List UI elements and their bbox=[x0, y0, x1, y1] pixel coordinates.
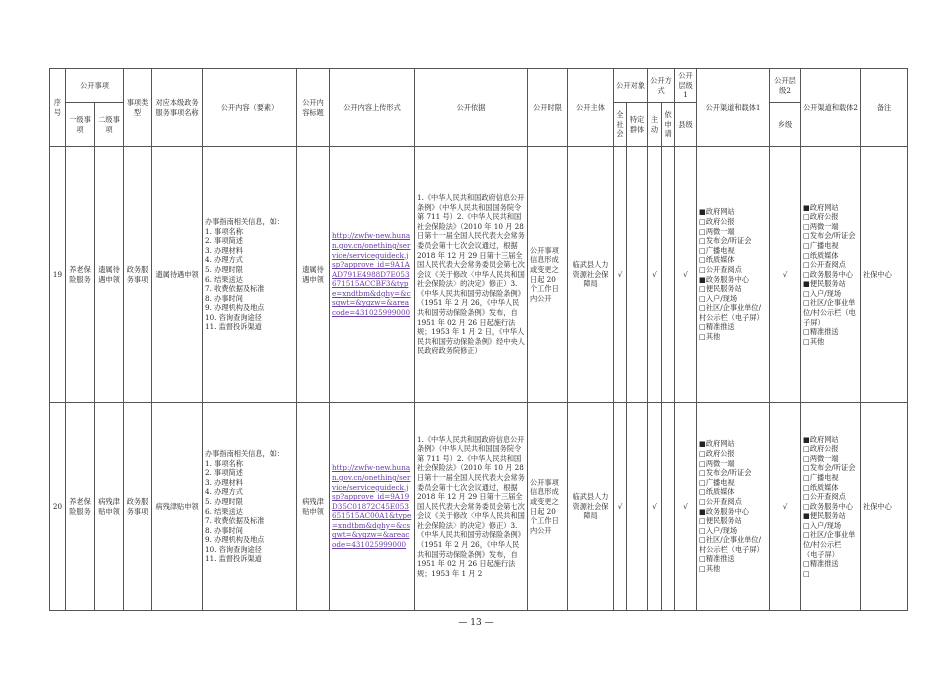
list-item: □精准推送 bbox=[699, 322, 735, 332]
list-item: 5. 办理时限 bbox=[205, 264, 243, 274]
header-level1: 公开层级1 bbox=[675, 69, 697, 103]
list-item: □纸质媒体 bbox=[803, 250, 839, 260]
channel2-list bbox=[803, 435, 858, 579]
cell-lvl1: 养老保险服务 bbox=[66, 147, 95, 403]
list-item: 办事指南相关信息，如： bbox=[205, 448, 285, 458]
cell-level2: √ bbox=[770, 147, 801, 403]
cell-channel1 bbox=[697, 403, 770, 611]
list-item: （电子屏） bbox=[803, 549, 839, 559]
list-item: ■便民服务站 bbox=[803, 279, 846, 289]
list-item: □公开查阅点 bbox=[699, 496, 742, 506]
header-target: 公开对象 bbox=[614, 69, 648, 103]
cell-level1: √ bbox=[675, 403, 697, 611]
header-level2: 公开层级2 bbox=[770, 69, 801, 103]
list-item: 办事指南相关信息，如： bbox=[205, 216, 285, 226]
cell-seq: 20 bbox=[50, 403, 66, 611]
list-item: □政务服务中心 bbox=[803, 269, 853, 279]
cell-item-type: 政务服务事项 bbox=[124, 147, 152, 403]
list-item: □社区/企事业单位/村公示栏（电子屏） bbox=[803, 298, 856, 327]
list-item: ■便民服务站 bbox=[803, 511, 846, 521]
cell-period: 公开事项信息形成或变更之日起 20 个工作日内公开 bbox=[528, 403, 568, 611]
header-public-item: 公开事项 bbox=[66, 69, 124, 103]
channel1-list bbox=[699, 439, 767, 573]
list-item: □公开查阅点 bbox=[699, 264, 742, 274]
header-method: 公开方式 bbox=[648, 69, 675, 103]
cell-lvl2: 遗属待遇申领 bbox=[95, 147, 124, 403]
cell-method-active: √ bbox=[648, 147, 662, 403]
list-item: □政务服务中心 bbox=[803, 501, 853, 511]
cell-basis: 1.《中华人民共和国政府信息公开条例》（中华人民共和国国务院令第 711 号）2.《中华人民共和国社会保险法》（2010 年 10 月 28 日第十一届全国人民代表大会常务委员会第十七次会议通过，根据 2018 年 12 月 29 日第十三届全国人民代表大会常务委员会第七次会议《关于修改〈中华人民共和国社会保险法〉的决定》修正）3.《中华人民共和国劳动保险条例》（1951 年 2 月 26，《中华人民共和国劳动保险条例》发布，自 1951 年 02 月 26 日起施行法规；1953 年 1 月 2 日，《中华人民共和国劳动保险条例》经中央人民政府政务院修正） bbox=[415, 147, 528, 403]
list-item: □精准推送 bbox=[699, 554, 735, 564]
list-item: 1. 事项名称 bbox=[205, 458, 243, 468]
content-list bbox=[205, 217, 294, 332]
cell-remark: 社保中心 bbox=[861, 403, 908, 611]
header-remark: 备注 bbox=[861, 69, 908, 147]
table-row bbox=[50, 403, 908, 611]
cell-service-name: 遗属待遇申领 bbox=[152, 147, 203, 403]
cell-remark: 社保中心 bbox=[861, 147, 908, 403]
list-item: 3. 办理材料 bbox=[205, 477, 243, 487]
list-item: □发布会/听证会 bbox=[699, 236, 752, 246]
list-item: □入户/现场 bbox=[699, 525, 738, 535]
header-channel1: 公开渠道和载体1 bbox=[697, 69, 770, 147]
header-level2-sub: 乡级 bbox=[770, 103, 801, 147]
cell-target-specific bbox=[627, 403, 648, 611]
list-item: □其他 bbox=[699, 332, 721, 342]
list-item: □公开查阅点 bbox=[803, 492, 846, 502]
cell-channel2 bbox=[801, 147, 861, 403]
list-item: 11. 监督投诉渠道 bbox=[205, 322, 262, 332]
cell-target-specific bbox=[627, 147, 648, 403]
list-item: 1. 事项名称 bbox=[205, 226, 243, 236]
list-item: □社区/企事业单位/村公示栏 bbox=[803, 530, 856, 550]
list-item: □两微一端 bbox=[803, 453, 839, 463]
cell-level2: √ bbox=[770, 403, 801, 611]
cell-content bbox=[203, 147, 297, 403]
cell-service-name: 病残津贴申领 bbox=[152, 403, 203, 611]
list-item: □广播电视 bbox=[699, 245, 735, 255]
cell-lvl1: 养老保险服务 bbox=[66, 403, 95, 611]
cell-lvl2: 病残津贴申领 bbox=[95, 403, 124, 611]
header-service-name: 对应本级政务服务事项名称 bbox=[152, 69, 203, 147]
list-item: □发布会/听证会 bbox=[803, 231, 856, 241]
list-item: □入户/现场 bbox=[699, 293, 738, 303]
cell-subject: 临武县人力资源社会保障局 bbox=[568, 403, 614, 611]
list-item: □广播电视 bbox=[803, 240, 839, 250]
list-item: □发布会/听证会 bbox=[699, 468, 752, 478]
list-item: 7. 收费依据及标准 bbox=[205, 284, 265, 294]
list-item: □便民服务站 bbox=[699, 284, 742, 294]
list-item: □政府公报 bbox=[803, 212, 839, 222]
cell-level1: √ bbox=[675, 147, 697, 403]
list-item: 6. 结果送达 bbox=[205, 274, 243, 284]
list-item: □公开查阅点 bbox=[803, 260, 846, 270]
list-item: 2. 事项简述 bbox=[205, 468, 243, 478]
cell-item-type: 政务服务事项 bbox=[124, 403, 152, 611]
list-item: ■政府网站 bbox=[803, 434, 839, 444]
cell-period: 公开事项信息形成或变更之日起 20 个工作日内公开 bbox=[528, 147, 568, 403]
list-item: ■政府网站 bbox=[803, 202, 839, 212]
list-item: □入户/现场 bbox=[803, 520, 842, 530]
cell-upload-form bbox=[330, 147, 415, 403]
list-item: 9. 办理机构及地点 bbox=[205, 535, 265, 545]
list-item: 4. 办理方式 bbox=[205, 255, 243, 265]
cell-basis: 1.《中华人民共和国政府信息公开条例》（中华人民共和国国务院令第 711 号）2.《中华人民共和国社会保险法》（2010 年 10 月 28 日第十一届全国人民代表大会常务委员会第十七次会议通过，根据 2018 年 12 月 29 日第十三届全国人民代表大会常务委员会第七次会议《关于修改〈中华人民共和国社会保险法〉的决定》修正）3.《中华人民共和国劳动保险条例》（1951 年 2 月 26，《中华人民共和国劳动保险条例》发布，自 1951 年 02 月 26 日起施行法规；1953 年 1 月 2 bbox=[415, 403, 528, 611]
list-item: □发布会/听证会 bbox=[803, 463, 856, 473]
page-number: — 13 — bbox=[458, 618, 494, 628]
header-subject: 公开主体 bbox=[568, 69, 614, 147]
header-method-request: 依申请 bbox=[662, 103, 675, 147]
cell-seq: 19 bbox=[50, 147, 66, 403]
cell-target-all: √ bbox=[614, 403, 627, 611]
list-item: □ bbox=[803, 568, 810, 578]
list-item: 8. 办事时间 bbox=[205, 293, 243, 303]
cell-target-all: √ bbox=[614, 147, 627, 403]
list-item: ■政务服务中心 bbox=[699, 274, 749, 284]
list-item: 9. 办理机构及地点 bbox=[205, 303, 265, 313]
list-item: □社区/企事业单位/村公示栏（电子屏） bbox=[699, 303, 764, 322]
list-item: □便民服务站 bbox=[699, 516, 742, 526]
list-item: □两微一端 bbox=[803, 221, 839, 231]
header-channel2: 公开渠道和载体2 bbox=[801, 69, 861, 147]
list-item: □精准推送 bbox=[803, 559, 839, 569]
list-item: 5. 办理时限 bbox=[205, 496, 243, 506]
list-item: ■政府网站 bbox=[699, 439, 735, 449]
list-item: 7. 收费依据及标准 bbox=[205, 516, 265, 526]
list-item: □纸质媒体 bbox=[803, 482, 839, 492]
header-item-type: 事项类型 bbox=[124, 69, 152, 147]
list-item: 11. 监督投诉渠道 bbox=[205, 554, 262, 564]
list-item: □其他 bbox=[803, 336, 825, 346]
list-item: □政府公报 bbox=[699, 216, 735, 226]
list-item: □广播电视 bbox=[699, 477, 735, 487]
content-list bbox=[205, 449, 294, 564]
list-item: □入户/现场 bbox=[803, 288, 842, 298]
list-item: 8. 办事时间 bbox=[205, 525, 243, 535]
header-target-all: 全社会 bbox=[614, 103, 627, 147]
cell-method-request bbox=[662, 147, 675, 403]
header-content: 公开内容（要素） bbox=[203, 69, 297, 147]
list-item: 10. 咨询查询途径 bbox=[205, 544, 262, 554]
list-item: 3. 办理材料 bbox=[205, 245, 243, 255]
header-seq: 序号 bbox=[50, 69, 66, 147]
list-item: □其他 bbox=[699, 564, 721, 574]
cell-content bbox=[203, 403, 297, 611]
list-item: □纸质媒体 bbox=[699, 255, 735, 265]
list-item: ■政府网站 bbox=[699, 207, 735, 217]
table-row bbox=[50, 147, 908, 403]
list-item: □纸质媒体 bbox=[699, 487, 735, 497]
list-item: 4. 办理方式 bbox=[205, 487, 243, 497]
header-lvl2: 二级事项 bbox=[95, 103, 124, 147]
list-item: □两微一端 bbox=[699, 458, 735, 468]
header-period: 公开时限 bbox=[528, 69, 568, 147]
header-lvl1: 一级事项 bbox=[66, 103, 95, 147]
cell-upload-form bbox=[330, 403, 415, 611]
list-item: 6. 结果送达 bbox=[205, 506, 243, 516]
header-content-title: 公开内容标题 bbox=[297, 69, 330, 147]
cell-subject: 临武县人力资源社会保障局 bbox=[568, 147, 614, 403]
list-item: 10. 咨询查询途径 bbox=[205, 312, 262, 322]
service-guide-link[interactable]: http://zwfw-new.hunan.gov.cn/onething/service/serviceguideck.jsp?approve_id=9A19D35C01872C45E053651515AC00A1&type=xndtbm&dghy=&csqwt=&ygzw=&areacode=431025999000 bbox=[332, 463, 412, 550]
list-item: ■政务服务中心 bbox=[699, 506, 749, 516]
cell-method-request bbox=[662, 403, 675, 611]
channel1-list bbox=[699, 207, 767, 341]
header-upload-form: 公开内容上传形式 bbox=[330, 69, 415, 147]
cell-channel1 bbox=[697, 147, 770, 403]
cell-content-title: 病残津贴申领 bbox=[297, 403, 330, 611]
cell-method-active: √ bbox=[648, 403, 662, 611]
header-level1-sub: 县级 bbox=[675, 103, 697, 147]
cell-content-title: 遗属待遇申领 bbox=[297, 147, 330, 403]
list-item: □政府公报 bbox=[699, 448, 735, 458]
list-item: □社区/企事业单位/村公示栏（电子屏） bbox=[699, 535, 764, 554]
list-item: 2. 事项简述 bbox=[205, 236, 243, 246]
header-method-active: 主动 bbox=[648, 103, 662, 147]
cell-channel2 bbox=[801, 403, 861, 611]
list-item: □政府公报 bbox=[803, 444, 839, 454]
header-target-specific: 特定群体 bbox=[627, 103, 648, 147]
header-basis: 公开依据 bbox=[415, 69, 528, 147]
list-item: □广播电视 bbox=[803, 472, 839, 482]
disclosure-table bbox=[49, 68, 908, 611]
channel2-list bbox=[803, 203, 858, 347]
list-item: □两微一端 bbox=[699, 226, 735, 236]
service-guide-link[interactable]: http://zwfw-new.hunan.gov.cn/onething/service/serviceguideck.jsp?approve_id=9A1AAD791E4988D7E053671515ACCBF3&type=xndtbm&dghy=&csqwt=&ygzw=&areacode=431025999000 bbox=[332, 231, 411, 318]
list-item: □精准推送 bbox=[803, 327, 839, 337]
